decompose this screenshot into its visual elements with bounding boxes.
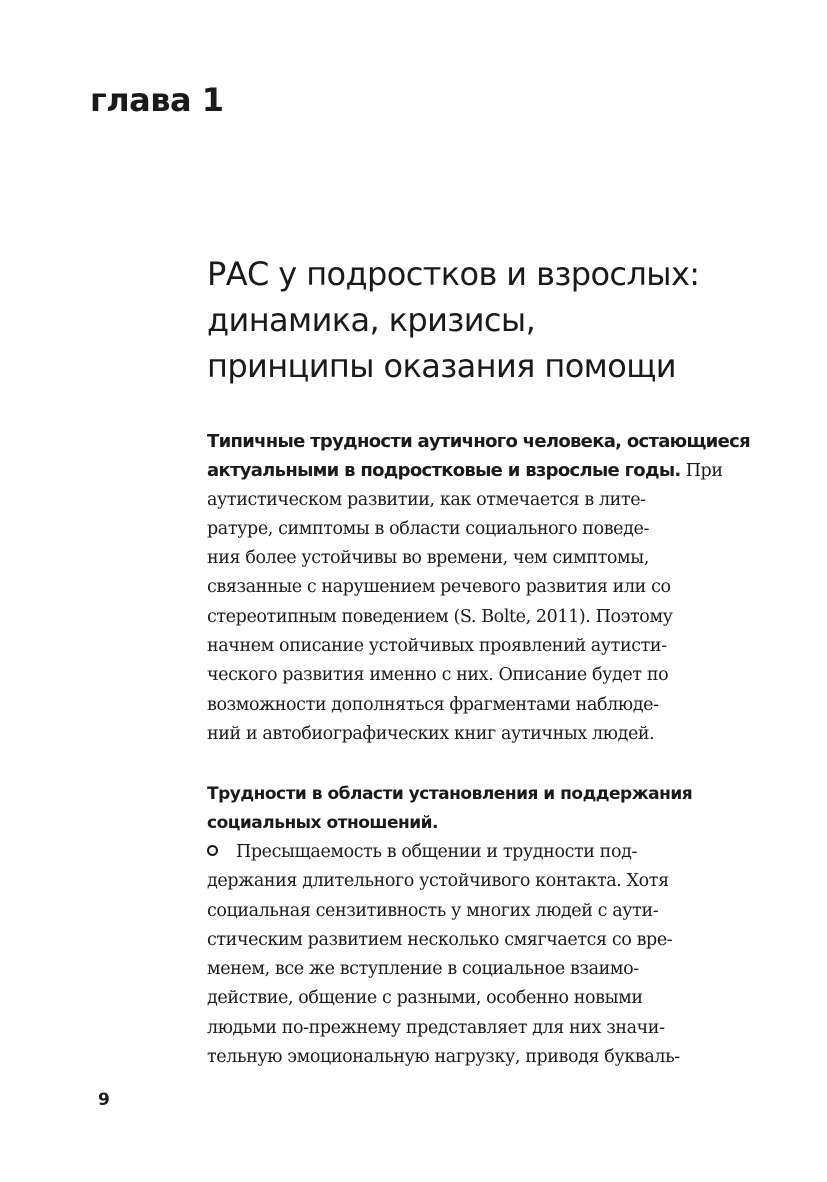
intro-paragraph [207,427,750,749]
chapter-title [207,251,767,389]
page-number: 9 [98,1090,110,1110]
paragraph-line: социальная сензитивность у многих людей с аути- [207,900,659,921]
chapter-title-line: РАС у подростков и взрослых: [207,255,700,293]
chapter-label: глава 1 [90,81,224,119]
chapter-title-line: принципы оказания помощи [207,347,676,385]
subsection-heading-line: социальных отношений. [207,813,439,833]
paragraph-line: менем, все же вступление в социальное взаимо- [207,959,639,980]
chapter-title-line: динамика, кризисы, [207,301,536,339]
paragraph-line: стическим развитием несколько смягчается со вре- [207,929,673,950]
paragraph-line: ния более устойчивы во времени, чем симптомы, [207,548,649,569]
subsection-heading [207,780,734,838]
paragraph-line: начнем описание устойчивых проявлений аутисти- [207,636,667,657]
paragraph-line: ний и автобиографических книг аутичных людей. [207,723,655,744]
paragraph-line: связанные с нарушением речевого развития или со [207,577,671,598]
paragraph-line: держания длительного устойчивого контакта. Хотя [207,871,669,892]
paragraph-line [207,456,734,485]
paragraph-line: стереотипным поведением (S. Bolte, 2011). Поэтому [207,606,673,627]
paragraph-text: При [680,461,723,482]
subsection-heading-line: Трудности в области установления и поддержания [207,784,693,804]
paragraph-line: тельную эмоциональную нагрузку, приводя букваль- [207,1047,680,1068]
section-heading-line: Типичные трудности аутичного человека, остающиеся [207,431,750,452]
paragraph-line: действие, общение с разными, особенно новыми [207,988,643,1009]
section-heading-run-in: актуальными в подростковые и взрослые годы. [207,460,681,482]
bullet-icon [207,845,218,856]
paragraph-line: возможности дополняться фрагментами наблюде- [207,694,659,715]
paragraph-line: аутистическом развитии, как отмечается в лите- [207,489,646,510]
bullet-text: Пресыщаемость в общении и трудности под- [236,842,637,862]
paragraph-line [207,838,734,867]
paragraph-line: ческого развития именно с них. Описание будет по [207,665,669,686]
paragraph-line: людьми по-прежнему представляет для них значи- [207,1017,665,1038]
paragraph-line: ратуре, симптомы в области социального поведе- [207,518,649,539]
bullet-paragraph [207,838,734,1072]
